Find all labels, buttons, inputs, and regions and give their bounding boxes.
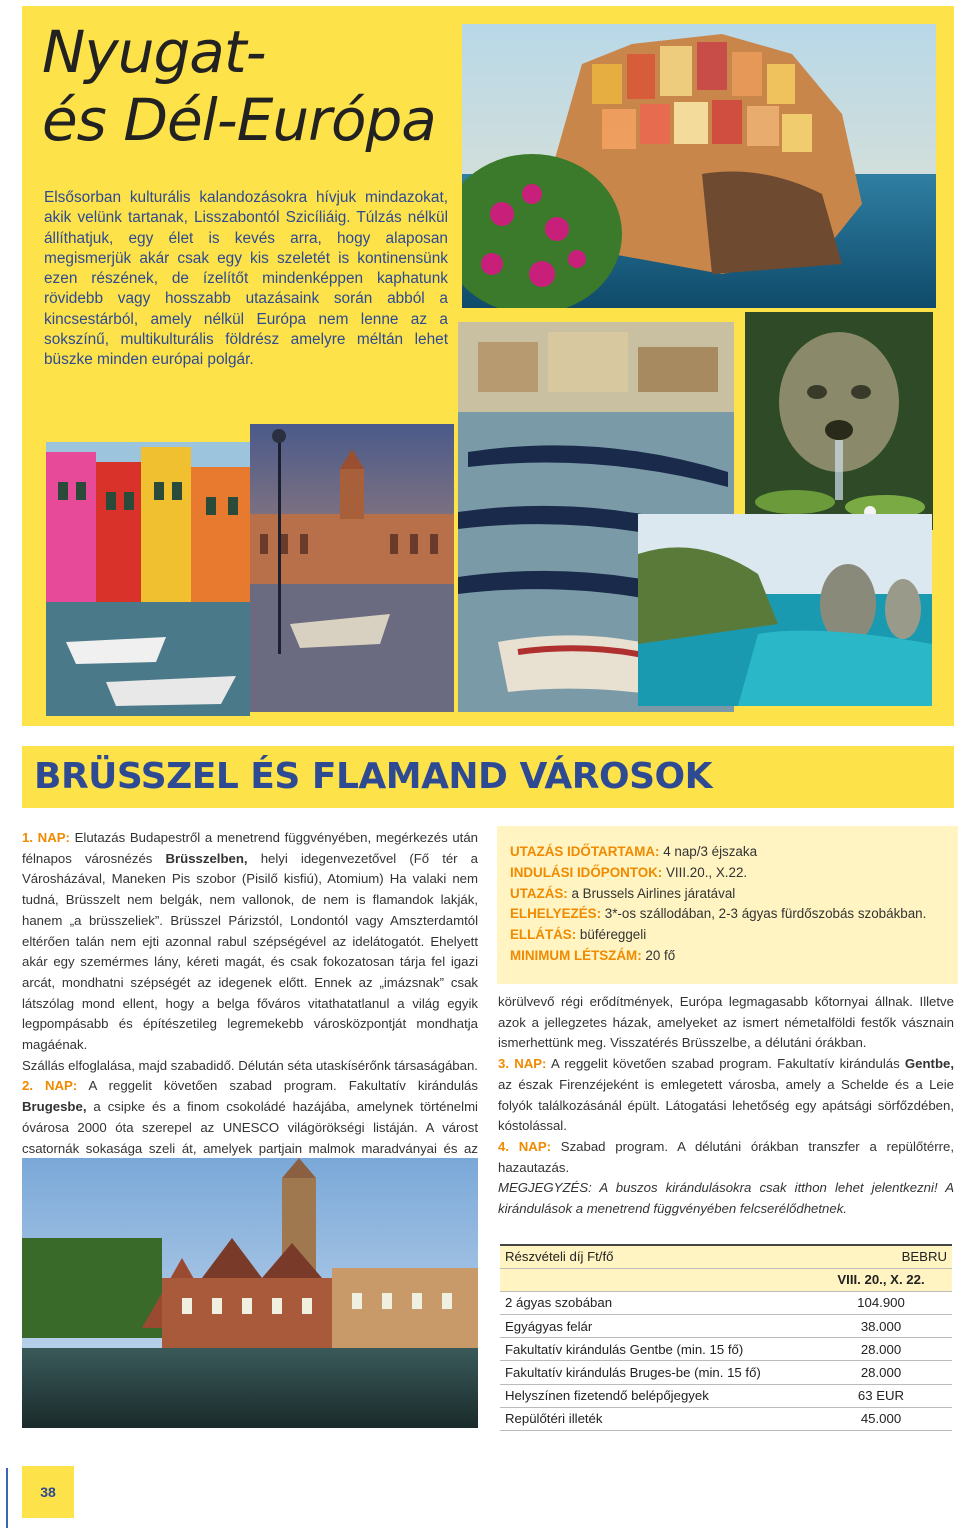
info-board bbox=[510, 925, 958, 946]
day-3-city: Gentbe, bbox=[904, 1056, 954, 1072]
price-row bbox=[500, 1291, 952, 1314]
accommodation-label: ELHELYEZÉS: bbox=[510, 906, 602, 922]
price-row bbox=[500, 1384, 952, 1407]
price-dates: VIII. 20., X. 22. bbox=[810, 1268, 952, 1291]
day-2-text-b: a csipke és a finom csokoládé hazájába, amelynek történelmi óvárosa 2000 óta szerepel az UNESCO világörökségi listáján. A várost csatornák sokasága szeli át, amelyek partjain malmok maradványai és az bbox=[22, 1099, 478, 1156]
day-4-paragraph bbox=[498, 1137, 954, 1178]
note-text: MEGJEGYZÉS: A buszos kirándulásokra csak itthon lehet jelentkezni! A kirándulások a menetrend függvényében felcserélődhetnek. bbox=[498, 1180, 954, 1217]
price-table-header bbox=[500, 1245, 952, 1268]
price-row-label: Egyágyas felár bbox=[500, 1315, 810, 1338]
duration-value: 4 nap/3 éjszaka bbox=[659, 844, 758, 859]
title-line-2: és Dél-Európa bbox=[42, 86, 436, 154]
itinerary-left-column bbox=[22, 828, 478, 1180]
photo-plaza-espana bbox=[250, 424, 454, 712]
price-row-value: 63 EUR bbox=[810, 1384, 952, 1407]
price-row-value: 28.000 bbox=[810, 1361, 952, 1384]
intro-text: Elsősorban kulturális kalandozásokra hívjuk mindazokat, akik velünk tartanak, Lisszabontól Szicíliáig. Túlzás nélkül állíthatjuk, egy élet is kevés arra, hogy alaposan megismerjük akár csak egy kis szeletét is kontinensünk ezen részének, de ízelítőt mindenképpen kaphatunk rövidebb vagy hosszabb utazásaink során abból a kincsestárból, amely nélkül Európa nem lenne az a sokszínű, multikulturális földrész amelyre méltán lehet büszke minden európai polgár. bbox=[44, 189, 448, 369]
photo-sicily-coast bbox=[638, 514, 932, 706]
day-2-city: Brugesbe, bbox=[22, 1099, 87, 1115]
day-2-label: 2. NAP: bbox=[22, 1078, 78, 1094]
board-label: ELLÁTÁS: bbox=[510, 927, 577, 943]
photo-burano-houses bbox=[46, 442, 250, 716]
price-row-value: 38.000 bbox=[810, 1315, 952, 1338]
price-row-label: Helyszínen fizetendő belépőjegyek bbox=[500, 1384, 810, 1407]
price-row bbox=[500, 1315, 952, 1338]
price-row-value: 104.900 bbox=[810, 1291, 952, 1314]
day-3-text-b: az észak Firenzéjeként is emlegetett városba, amely a Schelde és a Leie folyók találkozásánál épült. Látogatási lehetőség egy apátsági sörfőzdében, kóstolással. bbox=[498, 1076, 954, 1134]
price-row-label: Repülőtéri illeték bbox=[500, 1407, 810, 1430]
price-table bbox=[500, 1244, 952, 1431]
travel-value: a Brussels Airlines járatával bbox=[567, 885, 736, 901]
day-2-text-a: A reggelit követően szabad program. Fakultatív kirándulás bbox=[77, 1078, 478, 1094]
day-3-text-a: A reggelit követően szabad program. Fakultatív kirándulás bbox=[546, 1056, 905, 1072]
day-3-paragraph bbox=[498, 1054, 954, 1137]
price-row bbox=[500, 1361, 952, 1384]
section-band bbox=[22, 746, 954, 808]
price-row bbox=[500, 1407, 952, 1430]
info-duration bbox=[510, 842, 958, 863]
day-1-accommodation: Szállás elfoglalása, majd szabadidő. Délután séta utaskísérőnk társaságában. bbox=[22, 1057, 478, 1073]
duration-label: UTAZÁS IDŐTARTAMA: bbox=[510, 844, 660, 859]
minimum-label: MINIMUM LÉTSZÁM: bbox=[510, 947, 642, 963]
photo-fountain bbox=[745, 312, 933, 530]
itinerary-right-column bbox=[498, 992, 954, 1220]
price-row-label: 2 ágyas szobában bbox=[500, 1291, 810, 1314]
dates-spacer bbox=[500, 1268, 810, 1291]
tour-code: BEBRU bbox=[810, 1245, 952, 1268]
minimum-value: 20 fő bbox=[641, 947, 676, 963]
page-title bbox=[42, 18, 436, 154]
price-row bbox=[500, 1338, 952, 1361]
photo-cinque-terre bbox=[462, 24, 936, 308]
day-3-label: 3. NAP: bbox=[498, 1056, 547, 1072]
travel-label: UTAZÁS: bbox=[510, 885, 568, 901]
day-1-text-a: Elutazás Budapestről a menetrend függvényében, megérkezés után félnapos városnézés bbox=[22, 830, 478, 866]
price-row-label: Fakultatív kirándulás Bruges-be (min. 15 fő) bbox=[500, 1361, 810, 1384]
info-travel bbox=[510, 884, 958, 905]
accommodation-value: 3*-os szállodában, 2-3 ágyas fürdőszobás szobákban. bbox=[601, 906, 927, 922]
dates-value: VIII.20., X.22. bbox=[662, 864, 748, 880]
page-number: 38 bbox=[22, 1466, 74, 1518]
price-row-value: 28.000 bbox=[810, 1338, 952, 1361]
price-row-value: 45.000 bbox=[810, 1407, 952, 1430]
info-accommodation bbox=[510, 904, 958, 925]
dates-label: INDULÁSI IDŐPONTOK: bbox=[510, 864, 663, 880]
board-value: büféreggeli bbox=[576, 927, 647, 943]
day-1-text-b: helyi idegenvezetővel (Fő tér a Városházával, Maneken Pis szobor (Pisilő kisfiú), Atomium) Ha valaki nem tudná, Brüsszelt nem belgák, nem vallonok, de nem is flamandok lakják, hanem „a brüsszeliek”. Brüsszel Párizstól, Londontól vagy Amszterdamtól eltérően talán nem ejti azonnal rabul szépségével az idelátogatót. Ehelyett akár egy szemérmes lány, kéreti magát, és csak fokozatosan tárja fel igazi arcát, mondhatni szépségét az idegenek előtt. Ennek az „imázsnak” csak látszólag mond ellent, hogy a belga főváros vitathatatlanul a világ egyik legpompásabb és építészetileg legremekebb városközpontját mondhatja magáénak. bbox=[22, 850, 479, 1053]
day-2-continued: körülvevő régi erődítmények, Európa legmagasabb kőtornyai állnak. Illetve azok a jellegzetes házak, amelyeket az ismert németalföldi festők vásznain ismerhettünk meg. Visszatérés Brüsszelbe, a délutáni órákban. bbox=[498, 994, 954, 1051]
page-side-bar bbox=[6, 1468, 8, 1528]
section-title: BRÜSSZEL ÉS FLAMAND VÁROSOK bbox=[34, 756, 713, 797]
day-1-city: Brüsszelben, bbox=[165, 850, 248, 866]
day-4-label: 4. NAP: bbox=[498, 1138, 552, 1154]
trip-info-box bbox=[497, 826, 958, 984]
day-1-paragraph bbox=[22, 828, 478, 1056]
price-header-label: Részvételi díj Ft/fő bbox=[500, 1245, 810, 1268]
info-minimum bbox=[510, 946, 958, 967]
title-line-1: Nyugat- bbox=[42, 18, 266, 86]
price-table-dates-row bbox=[500, 1268, 952, 1291]
day-1-label: 1. NAP: bbox=[22, 830, 70, 845]
day-4-text: Szabad program. A délutáni órákban transzfer a repülőtérre, hazautazás. bbox=[498, 1138, 954, 1175]
photo-bruges-canal bbox=[22, 1158, 478, 1428]
price-row-label: Fakultatív kirándulás Gentbe (min. 15 fő) bbox=[500, 1338, 810, 1361]
info-dates bbox=[510, 863, 958, 884]
